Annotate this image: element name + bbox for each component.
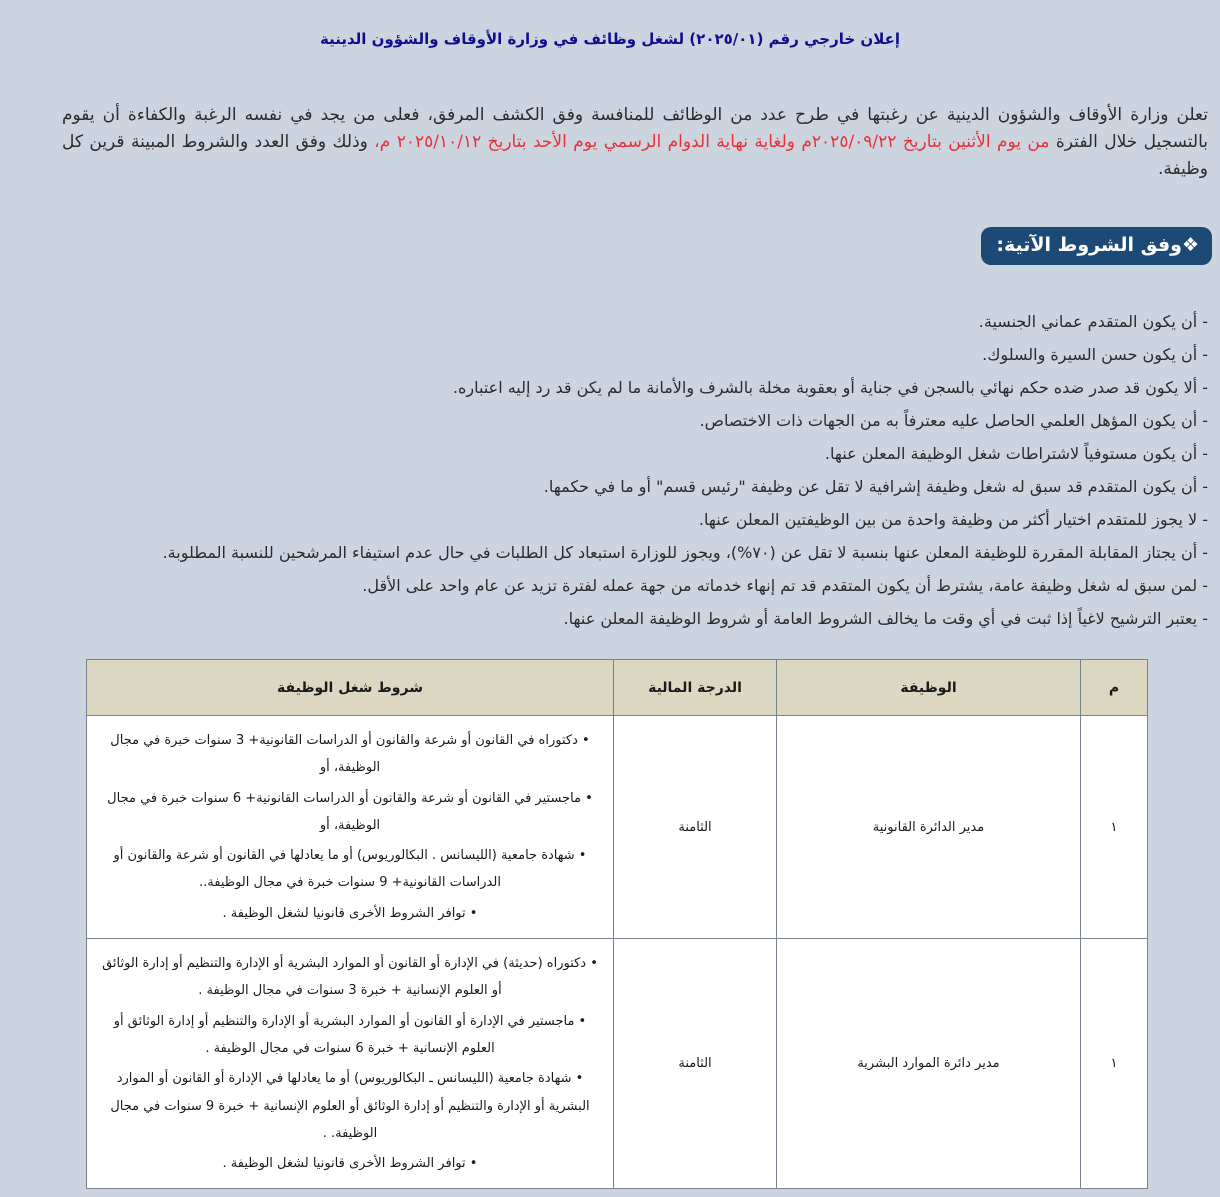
condition-item-1: - أن يكون المتقدم عماني الجنسية. bbox=[978, 312, 1208, 331]
header-cell-serial: م bbox=[1081, 660, 1148, 716]
condition-item-2: - أن يكون حسن السيرة والسلوك. bbox=[982, 345, 1208, 364]
condition-item-10: - يعتبر الترشيح لاغياً إذا ثبت في أي وقت ما يخالف الشروط العامة أو شروط الوظيفة المعلن عنها. bbox=[563, 609, 1208, 628]
cell-requirements bbox=[87, 716, 614, 939]
requirement-item: • ماجستير في القانون أو شرعة والقانون أو الدراسات القانونية+ 6 سنوات خبرة في مجال الوظيفة، أو bbox=[101, 785, 599, 840]
cell-grade: الثامنة bbox=[614, 939, 777, 1189]
cell-job: مدير الدائرة القانونية bbox=[777, 716, 1081, 939]
condition-item-5: - أن يكون مستوفياً لاشتراطات شغل الوظيفة المعلن عنها. bbox=[824, 444, 1208, 463]
cell-requirements bbox=[87, 939, 614, 1189]
cell-job: مدير دائرة الموارد البشرية bbox=[777, 939, 1081, 1189]
requirement-item: • شهادة جامعية (الليسانس ـ البكالوريوس) أو ما يعادلها في الإدارة أو القانون أو الموارد البشرية أو الإدارة والتنظيم أو إدارة الوثائق أو العلوم الإنسانية + خبرة 9 سنوات في مجال الوظيفة. . bbox=[101, 1065, 599, 1147]
requirement-item: • شهادة جامعية (الليسانس . البكالوريوس) أو ما يعادلها في القانون أو شرعة والقانون أو الدراسات القانونية+ 9 سنوات خبرة في مجال الوظيفة.. bbox=[101, 842, 599, 897]
page-title: إعلان خارجي رقم (٢٠٢٥/٠١) لشغل وظائف في وزارة الأوقاف والشؤون الدينية bbox=[320, 30, 900, 48]
condition-item-9: - لمن سبق له شغل وظيفة عامة، يشترط أن يكون المتقدم قد تم إنهاء خدماته من جهة عمله لفترة تزيد عن عام واحد على الأقل. bbox=[362, 576, 1208, 595]
requirement-item: • دكتوراه (حديثة) في الإدارة أو القانون أو الموارد البشرية أو الإدارة والتنظيم أو إدارة الوثائق أو العلوم الإنسانية + خبرة 3 سنوات في مجال الوظيفة . bbox=[101, 950, 599, 1005]
condition-item-4: - أن يكون المؤهل العلمي الحاصل عليه معترفاً به من الجهات ذات الاختصاص. bbox=[699, 411, 1208, 430]
cell-serial: ١ bbox=[1081, 716, 1148, 939]
cell-grade: الثامنة bbox=[614, 716, 777, 939]
condition-item-8: - أن يجتاز المقابلة المقررة للوظيفة المعلن عنها بنسبة لا تقل عن (٧٠%)، ويجوز للوزارة استبعاد كل الطلبات في حال عدم استيفاء المرشحين للنسبة المطلوبة. bbox=[162, 543, 1208, 562]
condition-item-3: - ألا يكون قد صدر ضده حكم نهائي بالسجن في جناية أو بعقوبة مخلة بالشرف والأمانة ما لم يكن قد رد إليه اعتباره. bbox=[452, 378, 1208, 397]
conditions-heading-badge: ❖وفق الشروط الآتية: bbox=[981, 227, 1212, 265]
requirement-item: • ماجستير في الإدارة أو القانون أو الموارد البشرية أو الإدارة والتنظيم أو إدارة الوثائق أو العلوم الإنسانية + خبرة 6 سنوات في مجال الوظيفة . bbox=[101, 1008, 599, 1063]
jobs-table bbox=[86, 659, 1148, 1189]
table-row-legal-director bbox=[87, 716, 1148, 939]
requirement-item: • دكتوراه في القانون أو شرعة والقانون أو الدراسات القانونية+ 3 سنوات خبرة في مجال الوظيفة، أو bbox=[101, 727, 599, 782]
table-row-hr-director bbox=[87, 939, 1148, 1189]
condition-item-7: - لا يجوز للمتقدم اختيار أكثر من وظيفة واحدة من بين الوظيفتين المعلن عنها. bbox=[698, 510, 1208, 529]
requirement-item: • توافر الشروط الأخرى قانونيا لشغل الوظيفة . bbox=[101, 1150, 599, 1177]
registration-period-highlight: من يوم الأثنين بتاريخ ٢٠٢٥/٠٩/٢٢م ولغاية نهاية الدوام الرسمي يوم الأحد بتاريخ ٢٠٢٥/١٠/١٢ م، bbox=[374, 132, 1050, 152]
header-cell-grade: الدرجة المالية bbox=[614, 660, 777, 716]
table-header-row bbox=[87, 660, 1148, 716]
conditions-list bbox=[80, 305, 1208, 635]
intro-text-start: تعلن وزارة الأوقاف والشؤون الدينية عن رغبتها في طرح عدد من الوظائف للمنافسة وفق الكشف المرفق، فعلى من يجد في نفسه الرغبة والكفاءة أن يقوم بالتسجيل خلال الفترة bbox=[62, 105, 1209, 152]
intro-text-end: وذلك وفق العدد والشروط المبينة قرين كل وظيفة. bbox=[62, 132, 1208, 179]
requirement-item: • توافر الشروط الأخرى قانونيا لشغل الوظيفة . bbox=[101, 900, 599, 927]
header-cell-job: الوظيفة bbox=[777, 660, 1081, 716]
condition-item-6: - أن يكون المتقدم قد سبق له شغل وظيفة إشرافية لا تقل عن وظيفة "رئيس قسم" أو ما في حكمها. bbox=[543, 477, 1208, 496]
intro-paragraph bbox=[62, 102, 1208, 183]
conditions-heading-row bbox=[0, 227, 1212, 265]
cell-serial: ١ bbox=[1081, 939, 1148, 1189]
header-cell-requirements: شروط شغل الوظيفة bbox=[87, 660, 614, 716]
